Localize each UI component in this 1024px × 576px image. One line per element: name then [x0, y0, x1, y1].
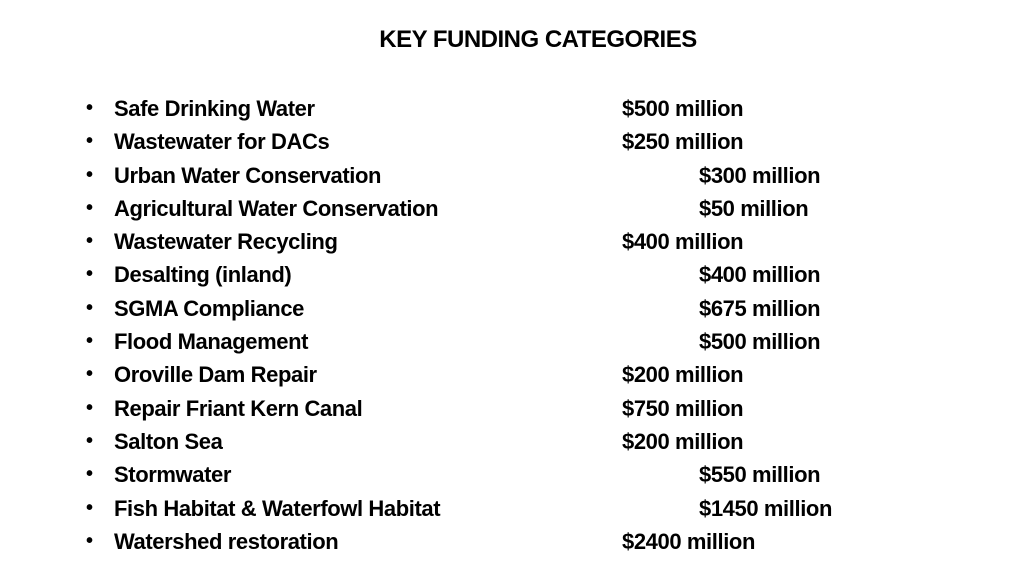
category-name: Stormwater [114, 462, 232, 488]
category-amount: $300 million [699, 162, 821, 188]
funding-category-item [0, 458, 1024, 491]
category-amount: $750 million [622, 395, 744, 421]
funding-category-item [0, 159, 1024, 192]
bullet-icon: • [86, 463, 93, 486]
category-amount: $400 million [622, 229, 744, 255]
category-name: Salton Sea [114, 428, 223, 454]
bullet-icon: • [86, 429, 93, 452]
category-name: Agricultural Water Conservation [114, 195, 439, 221]
category-name: Safe Drinking Water [114, 96, 315, 121]
category-name: Urban Water Conservation [114, 162, 382, 188]
bullet-icon: • [86, 163, 93, 186]
category-amount: $500 million [622, 96, 744, 121]
category-amount: $550 million [699, 462, 821, 488]
slide-title: KEY FUNDING CATEGORIES [379, 26, 697, 53]
bullet-icon: • [86, 529, 93, 552]
funding-category-item [0, 425, 1024, 458]
category-name: SGMA Compliance [114, 295, 304, 321]
bullet-icon: • [86, 363, 93, 386]
bullet-icon: • [86, 230, 93, 253]
category-amount: $200 million [622, 428, 744, 454]
category-amount: $500 million [699, 329, 821, 355]
funding-category-item [0, 92, 1024, 125]
category-amount: $2400 million [622, 528, 755, 554]
category-name: Oroville Dam Repair [114, 362, 317, 388]
funding-category-item [0, 192, 1024, 225]
bullet-icon: • [86, 130, 93, 153]
bullet-icon: • [86, 396, 93, 419]
category-amount: $1450 million [699, 495, 832, 521]
category-name: Wastewater for DACs [114, 129, 330, 155]
funding-category-item [0, 392, 1024, 425]
category-amount: $50 million [699, 195, 809, 221]
category-name: Desalting (inland) [114, 262, 292, 288]
bullet-icon: • [86, 263, 93, 286]
bullet-icon: • [86, 296, 93, 319]
funding-category-item [0, 225, 1024, 258]
category-name: Flood Management [114, 329, 309, 355]
bullet-icon: • [86, 330, 93, 353]
category-name: Watershed restoration [114, 528, 339, 554]
funding-category-item [0, 525, 1024, 558]
category-amount: $250 million [622, 129, 744, 155]
category-amount: $675 million [699, 295, 821, 321]
funding-category-item [0, 358, 1024, 391]
category-name: Repair Friant Kern Canal [114, 395, 363, 421]
category-amount: $200 million [622, 362, 744, 388]
category-amount: $400 million [699, 262, 821, 288]
funding-category-item [0, 492, 1024, 525]
funding-category-item [0, 325, 1024, 358]
funding-category-list [0, 92, 1024, 558]
funding-category-item [0, 125, 1024, 158]
bullet-icon: • [86, 496, 93, 519]
bullet-icon: • [86, 196, 93, 219]
category-name: Fish Habitat & Waterfowl Habitat [114, 495, 441, 521]
category-name: Wastewater Recycling [114, 229, 338, 255]
funding-category-item [0, 258, 1024, 291]
funding-category-item [0, 292, 1024, 325]
bullet-icon: • [86, 97, 93, 119]
